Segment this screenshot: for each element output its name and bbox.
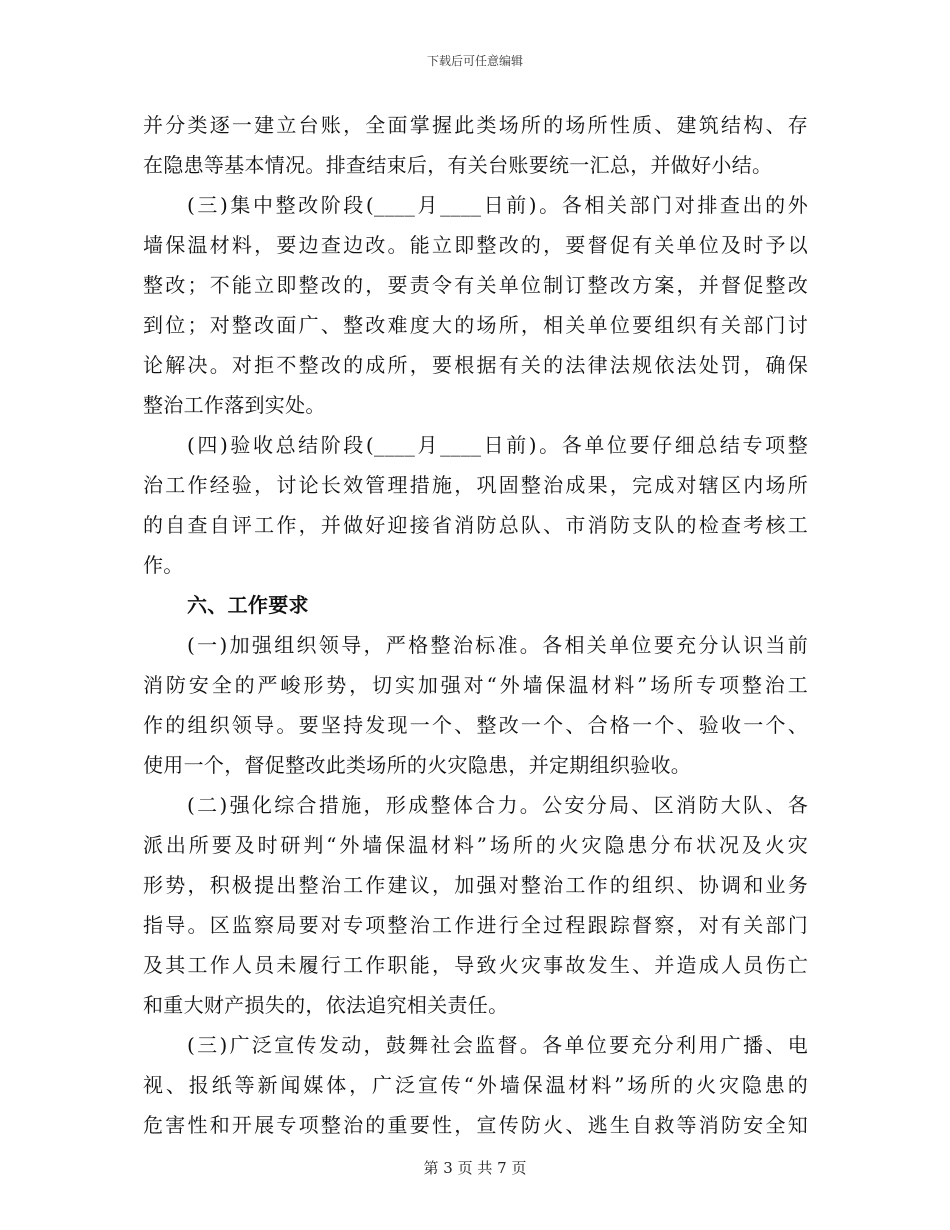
body-line: 使用一个，督促整改此类场所的火灾隐患，并定期组织验收。	[143, 753, 692, 777]
body-line: 指导。区监察局要对专项整治工作进行全过程跟踪督察，对有关部门	[143, 913, 808, 937]
body-line: 到位；对整改面广、整改难度大的场所，相关单位要组织有关部门讨	[143, 313, 808, 337]
body-line: 作的组织领导。要坚持发现一个、整改一个、合格一个、验收一个、	[143, 713, 808, 737]
section-three-heading-line: (三)集中整改阶段(____月____日前)。各相关部门对排查出的外	[187, 193, 808, 217]
body-line: 及其工作人员未履行工作职能，导致火灾事故发生、并造成人员伤亡	[143, 953, 808, 977]
body-line: 整改；不能立即整改的，要责令有关单位制订整改方案，并督促整改	[143, 273, 808, 297]
body-line: 和重大财产损失的，依法追究相关责任。	[143, 993, 509, 1017]
body-line: 在隐患等基本情况。排查结束后，有关台账要统一汇总，并做好小结。	[143, 153, 773, 177]
document-body	[143, 105, 808, 1145]
body-line: 整治工作落到实处。	[143, 393, 326, 417]
body-line: 消防安全的严峻形势，切实加强对“外墙保温材料”场所专项整治工	[143, 673, 808, 697]
body-line: 危害性和开展专项整治的重要性，宣传防火、逃生自救等消防安全知	[143, 1113, 808, 1137]
body-line: 墙保温材料，要边查边改。能立即整改的，要督促有关单位及时予以	[143, 233, 808, 257]
section-heading-work-requirements: 六、工作要求	[187, 593, 309, 617]
requirement-two-line: (二)强化综合措施，形成整体合力。公安分局、区消防大队、各	[187, 793, 808, 817]
requirement-one-line: (一)加强组织领导，严格整治标准。各相关单位要充分认识当前	[187, 633, 808, 657]
page-header: 下载后可任意编辑	[426, 54, 523, 68]
body-line: 视、报纸等新闻媒体，广泛宣传“外墙保温材料”场所的火灾隐患的	[143, 1073, 808, 1097]
body-line: 治工作经验，讨论长效管理措施，巩固整治成果，完成对辖区内场所	[143, 473, 808, 497]
body-line: 作。	[143, 553, 184, 577]
body-line: 的自查自评工作，并做好迎接省消防总队、市消防支队的检查考核工	[143, 513, 808, 537]
body-line: 并分类逐一建立台账，全面掌握此类场所的场所性质、建筑结构、存	[143, 113, 808, 137]
body-line: 派出所要及时研判“外墙保温材料”场所的火灾隐患分布状况及火灾	[143, 833, 808, 857]
body-line: 形势，积极提出整治工作建议，加强对整治工作的组织、协调和业务	[143, 873, 808, 897]
body-line: 论解决。对拒不整改的成所，要根据有关的法律法规依法处罚，确保	[143, 353, 808, 377]
requirement-three-line: (三)广泛宣传发动，鼓舞社会监督。各单位要充分利用广播、电	[187, 1033, 808, 1057]
section-four-heading-line: (四)验收总结阶段(____月____日前)。各单位要仔细总结专项整	[187, 433, 808, 457]
page-number-footer: 第 3 页 共 7 页	[423, 1159, 527, 1177]
